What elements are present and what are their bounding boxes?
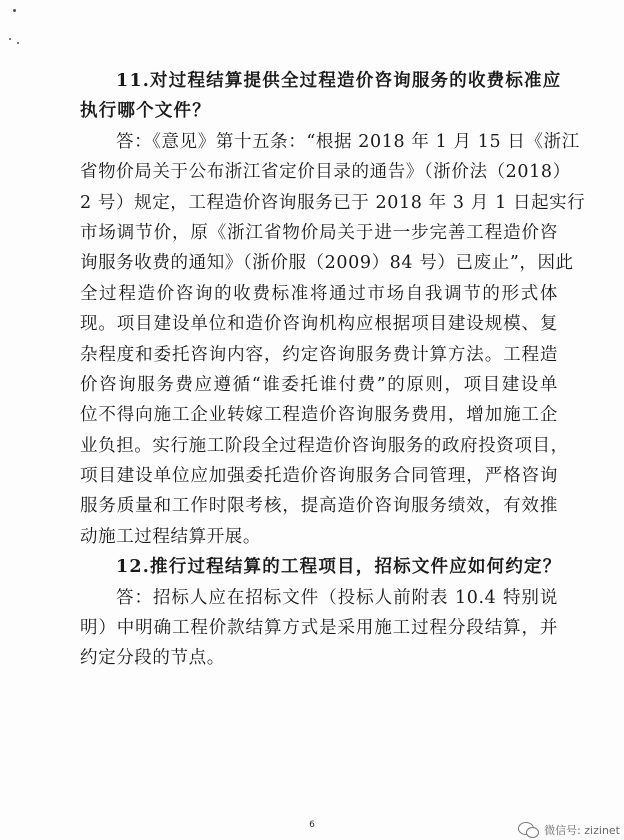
text-line: 位不得向施工企业转嫁工程造价咨询服务费用，增加施工企 <box>80 405 558 426</box>
text-line: 杂程度和委托咨询内容，约定咨询服务费计算方法。工程造 <box>80 344 558 365</box>
scan-speck <box>17 42 19 44</box>
document-body <box>80 66 586 674</box>
text-line: 市场调节价，原《浙江省物价局关于进一步完善工程造价咨 <box>80 222 558 243</box>
text-line: 答：《意见》第十五条：“根据 2018 年 1 月 15 日《浙江 <box>116 131 580 152</box>
text-line: 全过程造价咨询的收费标准将通过市场自我调节的形式体 <box>80 283 558 304</box>
text-line: 明）中明确工程价款结算方式是采用施工过程分段结算，并 <box>80 618 558 639</box>
text-line: 价咨询服务费应遵循“谁委托谁付费”的原则，项目建设单 <box>80 374 558 395</box>
text-line: 省物价局关于公布浙江省定价目录的通告》（浙价法（2018） <box>80 162 571 183</box>
question-line: 12.推行过程结算的工程项目，招标文件应如何约定？ <box>116 557 562 578</box>
question-line: 执行哪个文件？ <box>80 101 211 122</box>
text-line: 约定分段的节点。 <box>80 648 225 669</box>
wechat-icon <box>518 822 540 838</box>
text-line: 询服务收费的通知》（浙价服（2009）84 号）已废止”，因此 <box>80 253 574 274</box>
scan-speck <box>9 38 11 40</box>
text-line: 2 号）规定，工程造价咨询服务已于 2018 年 3 月 1 日起实行 <box>80 192 586 213</box>
text-line: 现。项目建设单位和造价咨询机构应根据项目建设规模、复 <box>80 314 558 335</box>
watermark-text: 微信号: zizinet <box>544 824 620 837</box>
scan-speck <box>13 9 16 12</box>
text-line: 业负担。实行施工阶段全过程造价咨询服务的政府投资项目， <box>80 435 569 456</box>
watermark <box>518 822 620 838</box>
text-line: 服务质量和工作时限考核，提高造价咨询服务绩效，有效推 <box>80 496 558 517</box>
text-line: 动施工过程结算开展。 <box>80 526 261 547</box>
page-number: 6 <box>309 820 315 830</box>
question-line: 11.对过程结算提供全过程造价咨询服务的收费标准应 <box>116 71 562 91</box>
text-line: 答：招标人应在招标文件（投标人前附表 10.4 特别说 <box>116 587 558 608</box>
text-line: 项目建设单位应加强委托造价咨询服务合同管理，严格咨询 <box>80 466 558 487</box>
